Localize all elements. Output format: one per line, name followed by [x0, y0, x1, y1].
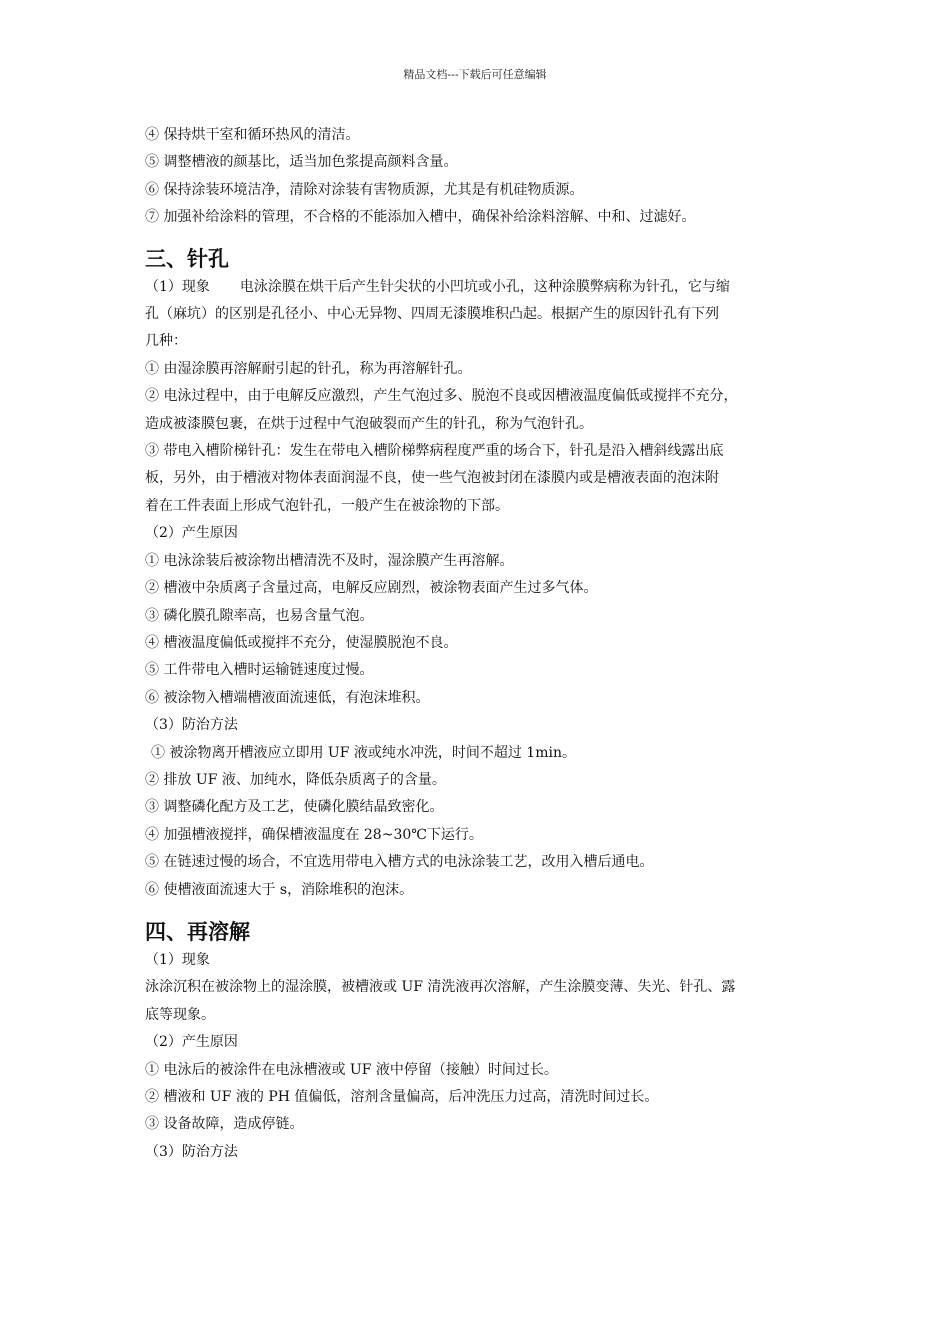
list-item: ⑥ 保持涂装环境洁净，清除对涂装有害物质源，尤其是有机硅物质源。 — [145, 181, 584, 198]
list-item: 造成被漆膜包裹，在烘于过程中气泡破裂而产生的针孔，称为气泡针孔。 — [145, 415, 593, 432]
section-pinholes — [145, 244, 817, 904]
section2-tail — [145, 122, 817, 232]
list-item: ③ 设备故障，造成停链。 — [145, 1116, 304, 1133]
list-item: ② 槽液和 UF 液的 PH 值偏低，溶剂含量偏高，后冲洗压力过高，清洗时间过长。 — [145, 1089, 659, 1105]
list-item: ④ 槽液温度偏低或搅拌不充分，使湿膜脱泡不良。 — [145, 634, 458, 651]
list-item: ⑦ 加强补给涂料的管理，不合格的不能添加入槽中，确保补给涂料溶解、中和、过滤好。 — [145, 209, 696, 226]
document-body — [145, 122, 817, 1166]
list-item: ② 电泳过程中，由于电解反应激烈，产生气泡过多、脱泡不良或因槽液温度偏低或搅拌不充分， — [145, 388, 738, 405]
paragraph-line: 几种： — [145, 333, 187, 350]
subheading: （3）防治方法 — [145, 1143, 238, 1160]
list-item: ② 槽液中杂质离子含量过高，电解反应剧烈，被涂物表面产生过多气体。 — [145, 580, 598, 597]
phenomenon-text: 电泳涂膜在烘干后产生针尖状的小凹坑或小孔，这种涂膜弊病称为针孔，它与缩 — [239, 278, 730, 295]
list-item: ⑤ 调整槽液的颜基比，适当加色浆提高颜料含量。 — [145, 154, 458, 171]
subheading: （1）现象 — [145, 951, 210, 968]
list-item: ⑤ 工件带电入槽时运输链速度过慢。 — [145, 662, 374, 679]
phenomenon-label: （1）现象 — [145, 278, 210, 295]
list-item: ① 由湿涂膜再溶解耐引起的针孔，称为再溶解针孔。 — [145, 360, 472, 377]
list-item: ① 被涂物离开槽液应立即用 UF 液或纯水冲洗，时间不超过 1min。 — [151, 744, 576, 761]
paragraph-line: 底等现象。 — [145, 1006, 215, 1023]
subheading: （3）防治方法 — [145, 717, 238, 734]
paragraph-line: 泳涂沉积在被涂物上的湿涂膜，被槽液或 UF 清洗液再次溶解，产生涂膜变薄、失光、针孔、露 — [145, 979, 736, 996]
list-item: ③ 磷化膜孔隙率高，也易含量气泡。 — [145, 607, 374, 624]
list-item: ① 电泳涂装后被涂物出槽清洗不及时，湿涂膜产生再溶解。 — [145, 552, 514, 569]
list-item: 板，另外，由于槽液对物体表面润湿不良，使一些气泡被封闭在漆膜内或是槽液表面的泡沫附 — [145, 470, 719, 487]
paragraph-line: 孔（麻坑）的区别是孔径小、中心无异物、四周无漆膜堆积凸起。根据产生的原因针孔有下列 — [145, 306, 719, 323]
list-item: ④ 加强槽液搅拌，确保槽液温度在 28~30℃下运行。 — [145, 826, 483, 843]
subheading: （2）产生原因 — [145, 1034, 238, 1051]
list-item: ③ 调整磷化配方及工艺，使磷化膜结晶致密化。 — [145, 799, 444, 816]
section-title: 四、再溶解 — [145, 918, 250, 944]
section-redissolution — [145, 917, 817, 1166]
list-item: ⑥ 被涂物入槽端槽液面流速低，有泡沫堆积。 — [145, 689, 430, 706]
section-title: 三、针孔 — [145, 245, 229, 271]
phenomenon-line — [145, 274, 817, 301]
list-item: ⑤ 在链速过慢的场合，不宜选用带电入槽方式的电泳涂装工艺，改用入槽后通电。 — [145, 854, 654, 871]
subheading: （2）产生原因 — [145, 525, 238, 542]
list-item: ④ 保持烘干室和循环热风的清洁。 — [145, 127, 360, 143]
list-item: 着在工件表面上形成气泡针孔，一般产生在被涂物的下部。 — [145, 497, 509, 514]
page-header: 精品文档---下载后可任意编辑 — [403, 68, 547, 81]
list-item: ⑥ 使槽液面流速大于 s，消除堆积的泡沫。 — [145, 881, 414, 898]
list-item: ① 电泳后的被涂件在电泳槽液或 UF 液中停留（接触）时间过长。 — [145, 1061, 558, 1078]
list-item: ③ 带电入槽阶梯针孔：发生在带电入槽阶梯弊病程度严重的场合下，针孔是沿入槽斜线露出底 — [145, 443, 724, 460]
list-item: ② 排放 UF 液、加纯水，降低杂质离子的含量。 — [145, 771, 446, 788]
